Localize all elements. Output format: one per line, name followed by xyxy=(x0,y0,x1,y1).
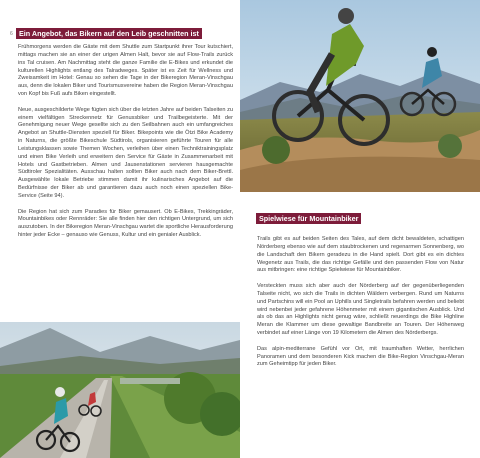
right-paragraph: Versteckten muss sich aber auch der Nörderberg auf der gegenüberliegenden Talseite nicht, wo sich die Trails in dichten Wäldern verbergen. Rund um Naturns und Partschins will ein Pool an Uphills und Singletrails befahren werden und beliebt wird nebenbei jeder gefahrene Höhenmeter mit einem gigantischen Ausblick. Und als ob das an Highlights nicht genug wäre, schließt neuerdings die Bike Highline Meran die Klammer um diese gewaltige Bandbreite an Touren. Der Höhenweg verbindet auf einer Länge von 19 Kilometern die Almen des Nörderbergs. xyxy=(257,283,464,337)
left-paragraph: Neue, ausgeschilderte Wege fügten sich über die letzten Jahre auf beiden Talseiten zu einem vielfältigen Streckennetz für Genussbiker und Trailbegeisterte. Mit der Genehmigung neuer Wege gesellte sich zu den Seilbahnen auch ein umfangreiches Angebot an Shuttle-Diensten speziell für Biker. Bikepoints wie die Ötzi Bike Academy in Naturns, die größte Bikeschule Südtirols, organisieren geführte Touren für alle Leistungsklassen sowie Themen Wochen, verleihen über einen Techniktrainingsplatz und einen Bike Verleih und erweitern den Service für Gäste in Zusammenarbeit mit Hotels und Gastbetrieben. Almen und Jausenstationen servieren hausgemachte Südtiroler Spezialitäten. Ausschau halten sollten Biker auch nach dem Biker-Brettl. Ausgewählte lokale Betriebe stimmen damit ihr kulinarisches Angebot auf die Bedürfnisse der Biker ab und garantieren dazu auch noch einen speziellen Bike-Service (Seite 94). xyxy=(18,106,233,199)
right-paragraph: Trails gibt es auf beiden Seiten des Tales, auf dem dicht bewaldeten, schattigen Nörderberg ebenso wie auf dem staubtrockenen und regenarmen Sonnenberg, wo die Landschaft den Bikern geradezu in die Hand spielt. Dort gibt es ein dichtes Wegenetz aus Trails, die das richtige Gefälle und den passenden Flow von Natur aus mitbringen: eine richtige Spielwiese für Mountainbiker. xyxy=(257,236,464,274)
photo-valley-cyclists xyxy=(0,322,240,458)
right-paragraph: Das alpin-mediterrane Gefühl vor Ort, mit traumhaften Wetter, herrlichen Panoramen und dem besonderen Kick machen die Bike-Region Vinschgau-Meran zum Geheimtipp für jeden Biker. xyxy=(257,345,464,368)
right-column-text xyxy=(257,236,464,377)
section-heading-playground: Spielwiese für Mountainbiker xyxy=(256,213,361,224)
left-paragraph: Die Region hat sich zum Paradies für Biker gemausert. Ob E-Bikes, Trekkingräder, Mountainbikes oder Rennräder: Sie alle finden hier den richtigen Untergrund, um sich auszutoben. In der Bikeregion Meran-Vinschgau wartet die sportliche Herausforderung hinter jeder Ecke – genauso wie Genuss, Kultur und ein genialer Ausblick. xyxy=(18,208,233,239)
photo-mountain-bikers xyxy=(240,0,480,192)
left-column-text xyxy=(18,44,233,248)
left-paragraph: Frühmorgens werden die Gäste mit dem Shuttle zum Startpunkt ihrer Tour kutschiert, mittags machen sie an einer der urigen Almen Halt, bevor sie auf Flow-Trails zurück ins Tal cruisen. Am Nachmittag steht die ganze Familie die E-Bikes und erkundet die kulturellen Highlights entlang des Talradweges. Später ist es Zeit für Wellness und Zweisamkeit im Hotel: Genau so sehen die Tage in der Bikeregion Meran-Vinschgau aus, denn die lokalen Biker und Tourismusvereine haben die Region Meran-Vinschgau von Kopf bis Fuß aufs Biken eingestellt. xyxy=(18,44,233,98)
section-heading-bike-offer: Ein Angebot, das Bikern auf den Leib geschnitten ist xyxy=(16,28,202,39)
page-number-left: 6 xyxy=(10,31,13,37)
